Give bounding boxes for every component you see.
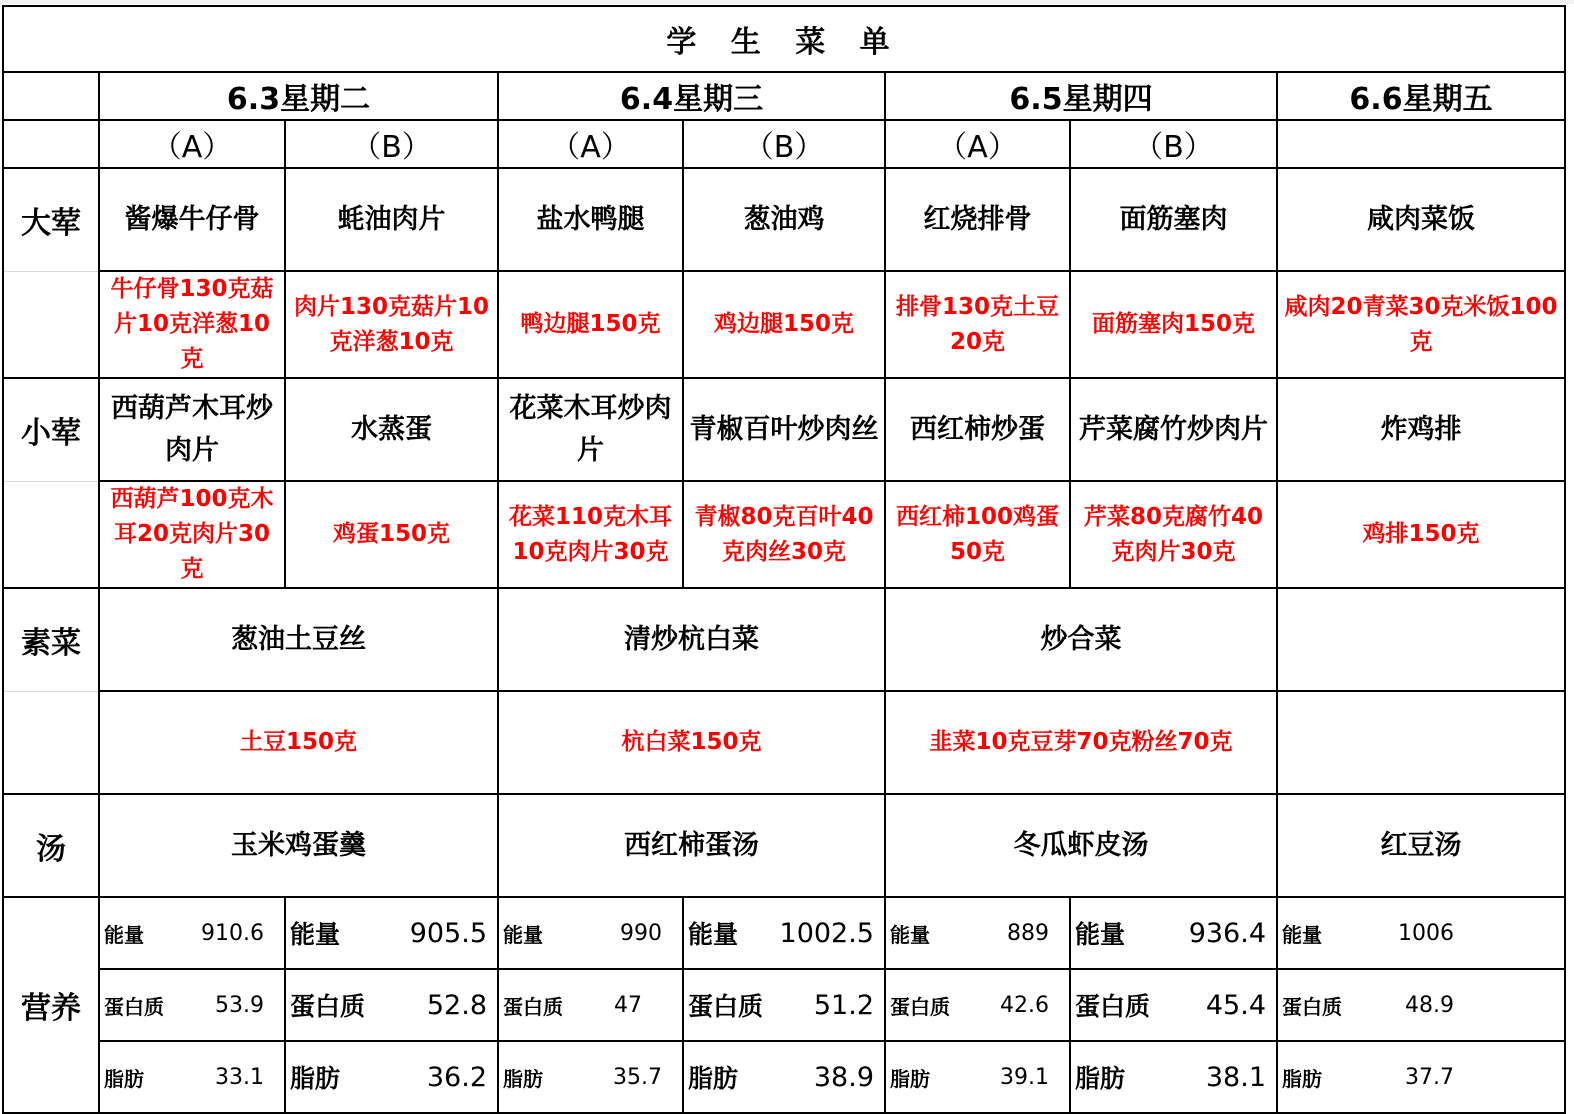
side-amount: 青椒80克百叶40克肉丝30克 [683, 481, 885, 588]
protein-value: 53.9 [215, 992, 264, 1018]
day-wed: 6.4星期三 [498, 72, 885, 120]
protein-label: 蛋白质 [890, 994, 950, 1019]
main-dish: 蚝油肉片 [285, 168, 498, 271]
main-amount: 鸡边腿150克 [683, 271, 885, 378]
fat-value: 37.7 [1405, 1064, 1454, 1090]
fat-value: 35.7 [613, 1064, 662, 1090]
spreadsheet-top-strip [0, 0, 1574, 4]
variant-b: （B） [1070, 120, 1277, 168]
category-veg: 素菜 [3, 588, 99, 691]
energy-value: 889 [1007, 920, 1049, 946]
category-soup: 汤 [3, 794, 99, 897]
day-thu: 6.5星期四 [885, 72, 1277, 120]
fat-value: 33.1 [215, 1064, 264, 1090]
soup-dish: 冬瓜虾皮汤 [885, 794, 1277, 897]
energy-label: 能量 [104, 922, 144, 947]
main-dish: 咸肉菜饭 [1277, 168, 1565, 271]
protein-value: 47 [614, 992, 642, 1018]
side-dish: 青椒百叶炒肉丝 [683, 378, 885, 481]
fat-label: 脂肪 [290, 1064, 341, 1093]
variant-b: （B） [285, 120, 498, 168]
soup-dish: 玉米鸡蛋羹 [99, 794, 498, 897]
energy-value: 905.5 [409, 917, 487, 949]
protein-value: 48.9 [1405, 992, 1454, 1018]
fat-label: 脂肪 [1282, 1066, 1322, 1091]
fat-value: 39.1 [1000, 1064, 1049, 1090]
energy-value: 936.4 [1188, 917, 1266, 949]
energy-value: 990 [620, 920, 662, 946]
side-dish: 西葫芦木耳炒肉片 [99, 378, 285, 481]
protein-label: 蛋白质 [1282, 994, 1342, 1019]
fat-label: 脂肪 [503, 1066, 543, 1091]
variant-empty [1277, 120, 1565, 168]
main-dish: 葱油鸡 [683, 168, 885, 271]
fat-value: 38.9 [813, 1061, 874, 1093]
variant-a: （A） [885, 120, 1070, 168]
side-dish-row [3, 378, 1565, 481]
main-dish: 红烧排骨 [885, 168, 1070, 271]
side-amount: 西葫芦100克木耳20克肉片30克 [99, 481, 285, 588]
fat-label: 脂肪 [104, 1066, 144, 1091]
energy-value: 1006 [1398, 920, 1454, 946]
main-amount: 肉片130克菇片10克洋葱10克 [285, 271, 498, 378]
side-amount: 鸡排150克 [1277, 481, 1565, 588]
protein-value: 51.2 [813, 989, 874, 1021]
energy-label: 能量 [290, 920, 341, 949]
side-amount: 鸡蛋150克 [285, 481, 498, 588]
main-amount-row [3, 271, 1565, 378]
veg-amount-row [3, 691, 1565, 794]
veg-amount: 土豆150克 [99, 691, 498, 794]
protein-label: 蛋白质 [688, 992, 764, 1021]
soup-row [3, 794, 1565, 897]
category-nutrition: 营养 [3, 897, 99, 1113]
side-amount: 芹菜80克腐竹40克肉片30克 [1070, 481, 1277, 588]
energy-label: 能量 [1282, 922, 1322, 947]
main-dish: 面筋塞肉 [1070, 168, 1277, 271]
soup-dish: 西红柿蛋汤 [498, 794, 885, 897]
protein-label: 蛋白质 [503, 994, 563, 1019]
category-spacer [3, 481, 99, 588]
variant-b: （B） [683, 120, 885, 168]
fat-value: 38.1 [1205, 1061, 1266, 1093]
nutrition-protein-row [3, 969, 1565, 1041]
soup-dish: 红豆汤 [1277, 794, 1565, 897]
menu-title: 学 生 菜 单 [3, 6, 1565, 72]
protein-value: 42.6 [1000, 992, 1049, 1018]
energy-label: 能量 [503, 922, 543, 947]
variant-a: （A） [99, 120, 285, 168]
veg-empty [1277, 588, 1565, 691]
protein-label: 蛋白质 [104, 994, 164, 1019]
veg-dish-row [3, 588, 1565, 691]
variant-row [3, 120, 1565, 168]
main-amount: 面筋塞肉150克 [1070, 271, 1277, 378]
day-tue: 6.3星期二 [99, 72, 498, 120]
variant-a: （A） [498, 120, 683, 168]
corner-cell [3, 72, 99, 120]
category-spacer [3, 271, 99, 378]
side-dish: 花菜木耳炒肉片 [498, 378, 683, 481]
category-spacer [3, 691, 99, 794]
energy-value: 1002.5 [779, 917, 874, 949]
side-dish: 炸鸡排 [1277, 378, 1565, 481]
protein-value: 52.8 [426, 989, 487, 1021]
energy-value: 910.6 [201, 920, 264, 946]
date-row [3, 72, 1565, 120]
main-dish: 酱爆牛仔骨 [99, 168, 285, 271]
category-side: 小荤 [3, 378, 99, 481]
fat-label: 脂肪 [688, 1064, 739, 1093]
menu-table [2, 5, 1566, 1114]
main-amount: 鸭边腿150克 [498, 271, 683, 378]
side-dish: 芹菜腐竹炒肉片 [1070, 378, 1277, 481]
fat-label: 脂肪 [890, 1066, 930, 1091]
main-amount: 排骨130克土豆20克 [885, 271, 1070, 378]
protein-label: 蛋白质 [290, 992, 366, 1021]
protein-label: 蛋白质 [1075, 992, 1151, 1021]
side-amount: 西红柿100鸡蛋50克 [885, 481, 1070, 588]
veg-dish: 葱油土豆丝 [99, 588, 498, 691]
nutrition-energy-row [3, 897, 1565, 969]
day-fri: 6.6星期五 [1277, 72, 1565, 120]
energy-label: 能量 [688, 920, 739, 949]
veg-amount: 杭白菜150克 [498, 691, 885, 794]
veg-empty [1277, 691, 1565, 794]
fat-label: 脂肪 [1075, 1064, 1126, 1093]
veg-dish: 清炒杭白菜 [498, 588, 885, 691]
category-main: 大荤 [3, 168, 99, 271]
nutrition-fat-row [3, 1041, 1565, 1113]
variant-corner [3, 120, 99, 168]
side-dish: 西红柿炒蛋 [885, 378, 1070, 481]
energy-label: 能量 [890, 922, 930, 947]
energy-label: 能量 [1075, 920, 1126, 949]
fat-value: 36.2 [426, 1061, 487, 1093]
protein-value: 45.4 [1205, 989, 1266, 1021]
main-dish-row [3, 168, 1565, 271]
main-amount: 咸肉20青菜30克米饭100克 [1277, 271, 1565, 378]
veg-amount: 韭菜10克豆芽70克粉丝70克 [885, 691, 1277, 794]
main-dish: 盐水鸭腿 [498, 168, 683, 271]
main-amount: 牛仔骨130克菇片10克洋葱10克 [99, 271, 285, 378]
side-dish: 水蒸蛋 [285, 378, 498, 481]
side-amount-row [3, 481, 1565, 588]
veg-dish: 炒合菜 [885, 588, 1277, 691]
side-amount: 花菜110克木耳10克肉片30克 [498, 481, 683, 588]
